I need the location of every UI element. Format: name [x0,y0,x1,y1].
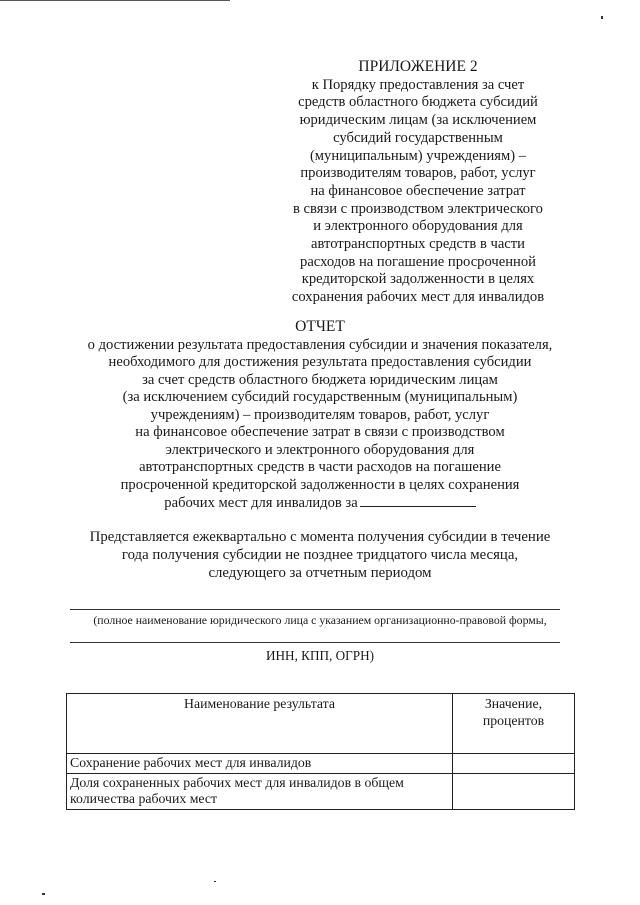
report-line: (за исключением субсидий государственным (муниципальным) [122,389,518,405]
notice-line: Представляется ежеквартально с момента получения субсидии в течение [89,529,551,545]
notice-line: года получения субсидии не позднее тридцатого числа месяца, [121,547,519,563]
appendix-line: (муниципальным) учреждениям) – [309,147,527,164]
result-name-line: Доля сохраненных рабочих мест для инвалидов в общем [70,774,404,790]
report-line: за счет средств областного бюджета юридическим лицам [142,371,498,388]
results-table [66,693,575,810]
result-name-line: Сохранение рабочих мест для инвалидов [70,755,312,770]
header-value-line: процентов [482,712,545,728]
report-period-line [60,494,580,513]
appendix-line: сохранения рабочих мест для инвалидов [291,289,545,306]
appendix-line: к Порядку предоставления за счет [311,76,525,93]
report-line: автотранспортных средств в части расходов на погашение [139,459,501,475]
report-line: необходимого для достижения результата предоставления субсидии [108,354,532,370]
result-value-cell[interactable] [453,754,575,774]
submission-notice [60,528,580,582]
entity-ids-caption: ИНН, КПП, ОГРН) [266,648,374,663]
appendix-line: юридическим лицам (за исключением [299,112,537,129]
result-name-line: количества рабочих мест [70,791,218,806]
appendix-header [282,58,554,307]
entity-name-blank-line[interactable] [70,609,560,610]
scan-speck [214,881,216,882]
table-header-row [67,694,575,754]
appendix-line: кредиторской задолженности в целях [301,271,535,288]
appendix-line: автотранспортных средств в части [311,236,525,253]
appendix-line: и электронного оборудования для [313,218,523,235]
scan-edge-line [0,0,230,1]
entity-name-caption: (полное наименование юридического лица с указанием организационно-правовой формы, [93,613,547,627]
result-name-cell [67,773,453,809]
report-line: учреждениям) – производителям товаров, работ, услуг [150,406,490,423]
appendix-line: расходов на погашение просроченной [300,253,536,270]
appendix-line: средств областного бюджета субсидий [298,94,538,111]
appendix-title: ПРИЛОЖЕНИЕ 2 [358,58,478,75]
appendix-line: на финансовое обеспечение затрат [310,182,526,199]
scan-speck [42,893,45,895]
appendix-line: в связи с производством электрического [293,200,543,217]
appendix-line: производителям товаров, работ, услуг [300,165,536,182]
header-value [453,694,575,754]
report-title: ОТЧЕТ [295,318,345,335]
header-result-name: Наименование результата [67,694,453,754]
result-name-cell [67,754,453,774]
notice-line: следующего за отчетным периодом [208,565,432,581]
report-line: на финансовое обеспечение затрат в связи с производством [135,424,505,440]
report-line: просроченной кредиторской задолженности в целях сохранения [120,476,520,493]
entity-ids-blank-line[interactable] [70,642,560,643]
appendix-line: субсидий государственным [333,129,503,146]
scan-speck [601,16,603,19]
result-value-cell[interactable] [453,773,575,809]
table-row [67,773,575,809]
report-period-blank[interactable] [360,494,476,507]
report-heading [60,318,580,513]
report-line: электрического и электронного оборудования для [165,441,475,458]
table-row [67,754,575,774]
report-line: о достижении результата предоставления субсидии и значения показателя, [87,336,553,353]
report-period-label: рабочих мест для инвалидов за [164,495,358,511]
header-value-line: Значение, [484,696,543,711]
